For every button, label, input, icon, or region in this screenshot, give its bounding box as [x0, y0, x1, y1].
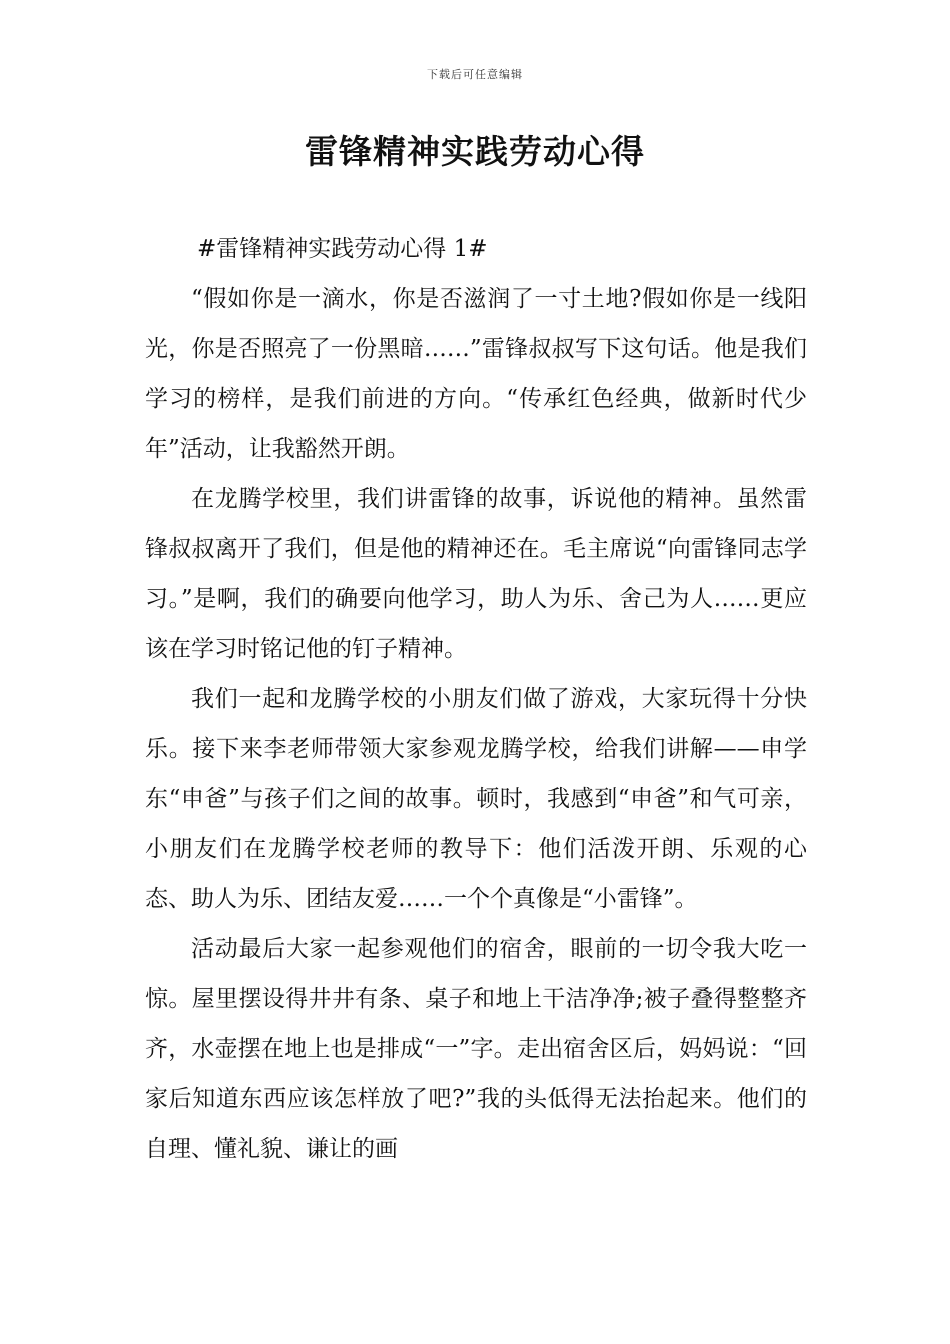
paragraph-4: 活动最后大家一起参观他们的宿舍，眼前的一切令我大吃一惊。屋里摆设得井井有条、桌子和地上干洁净净;被子叠得整整齐齐，水壶摆在地上也是排成“一”字。走出宿舍区后，妈妈说：“回家后知道东西应该怎样放了吧?”我的头低得无法抬起来。他们的自理、懂礼貌、谦让的画 [145, 936, 807, 1162]
paragraph-1: “假如你是一滴水，你是否滋润了一寸土地?假如你是一线阳光，你是否照亮了一份黑暗……”雷锋叔叔写下这句话。他是我们学习的榜样，是我们前进的方向。“传承红色经典，做新时代少年”活动，让我豁然开朗。 [145, 286, 807, 462]
paragraph-3: 我们一起和龙腾学校的小朋友们做了游戏，大家玩得十分快乐。接下来李老师带领大家参观龙腾学校，给我们讲解——申学东“申爸”与孩子们之间的故事。顿时，我感到“申爸”和气可亲，小朋友们在龙腾学校老师的教导下：他们活泼开朗、乐观的心态、助人为乐、团结友爱……一个个真像是“小雷锋”。 [145, 686, 807, 912]
paragraph-2: 在龙腾学校里，我们讲雷锋的故事，诉说他的精神。虽然雷锋叔叔离开了我们，但是他的精神还在。毛主席说“向雷锋同志学习。”是啊，我们的确要向他学习，助人为乐、舍己为人……更应该在学习时铭记他的钉子精神。 [145, 486, 807, 662]
header-note: 下载后可任意编辑 [427, 68, 523, 81]
document-body [145, 224, 807, 1174]
document-title: 雷锋精神实践劳动心得 [305, 132, 645, 171]
section-heading: #雷锋精神实践劳动心得 1# [197, 236, 488, 262]
